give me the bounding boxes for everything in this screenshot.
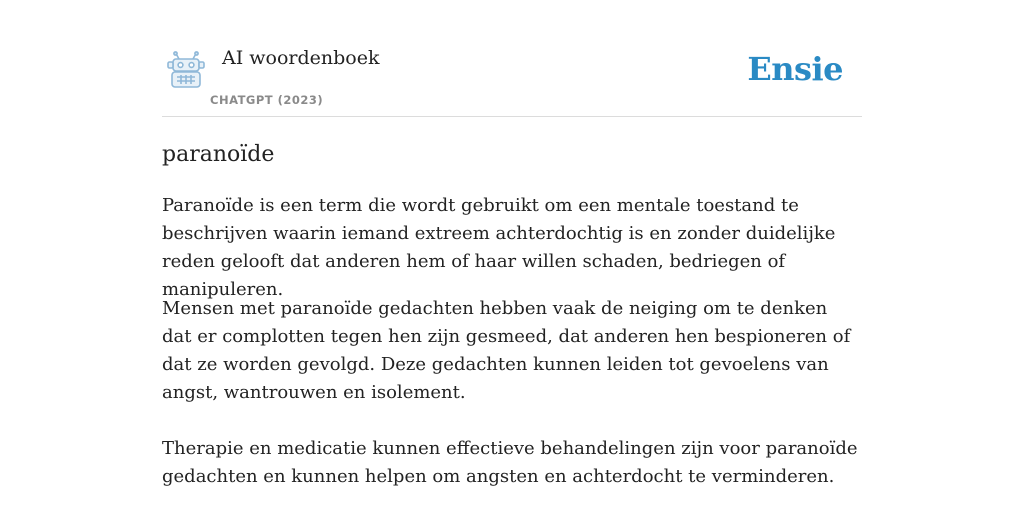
robot-icon: [166, 51, 206, 89]
definition-paragraph: Therapie en medicatie kunnen effectieve behandelingen zijn voor paranoïde gedachten en kunnen helpen om angsten en achterdocht te verminderen.: [162, 438, 858, 487]
source-header: [162, 0, 862, 117]
source-subtitle: CHATGPT (2023): [210, 93, 324, 107]
definition-paragraph: Mensen met paranoïde gedachten hebben vaak de neiging om te denken dat er complotten tegen hen zijn gesmeed, dat anderen hen bespioneren of dat ze worden gevolgd. Deze gedachten kunnen leiden tot gevoelens van angst, wantrouwen en isolement.: [162, 298, 851, 403]
definition-paragraph: Paranoïde is een term die wordt gebruikt om een mentale toestand te beschrijven waarin iemand extreem achterdochtig is en zonder duidelijke reden gelooft dat anderen hem of haar willen schaden, bedriegen of manipuleren.: [162, 195, 836, 300]
entry-term: paranoïde: [162, 142, 275, 167]
brand-logo[interactable]: Ensie: [747, 50, 843, 88]
source-title[interactable]: AI woordenboek: [222, 47, 380, 69]
